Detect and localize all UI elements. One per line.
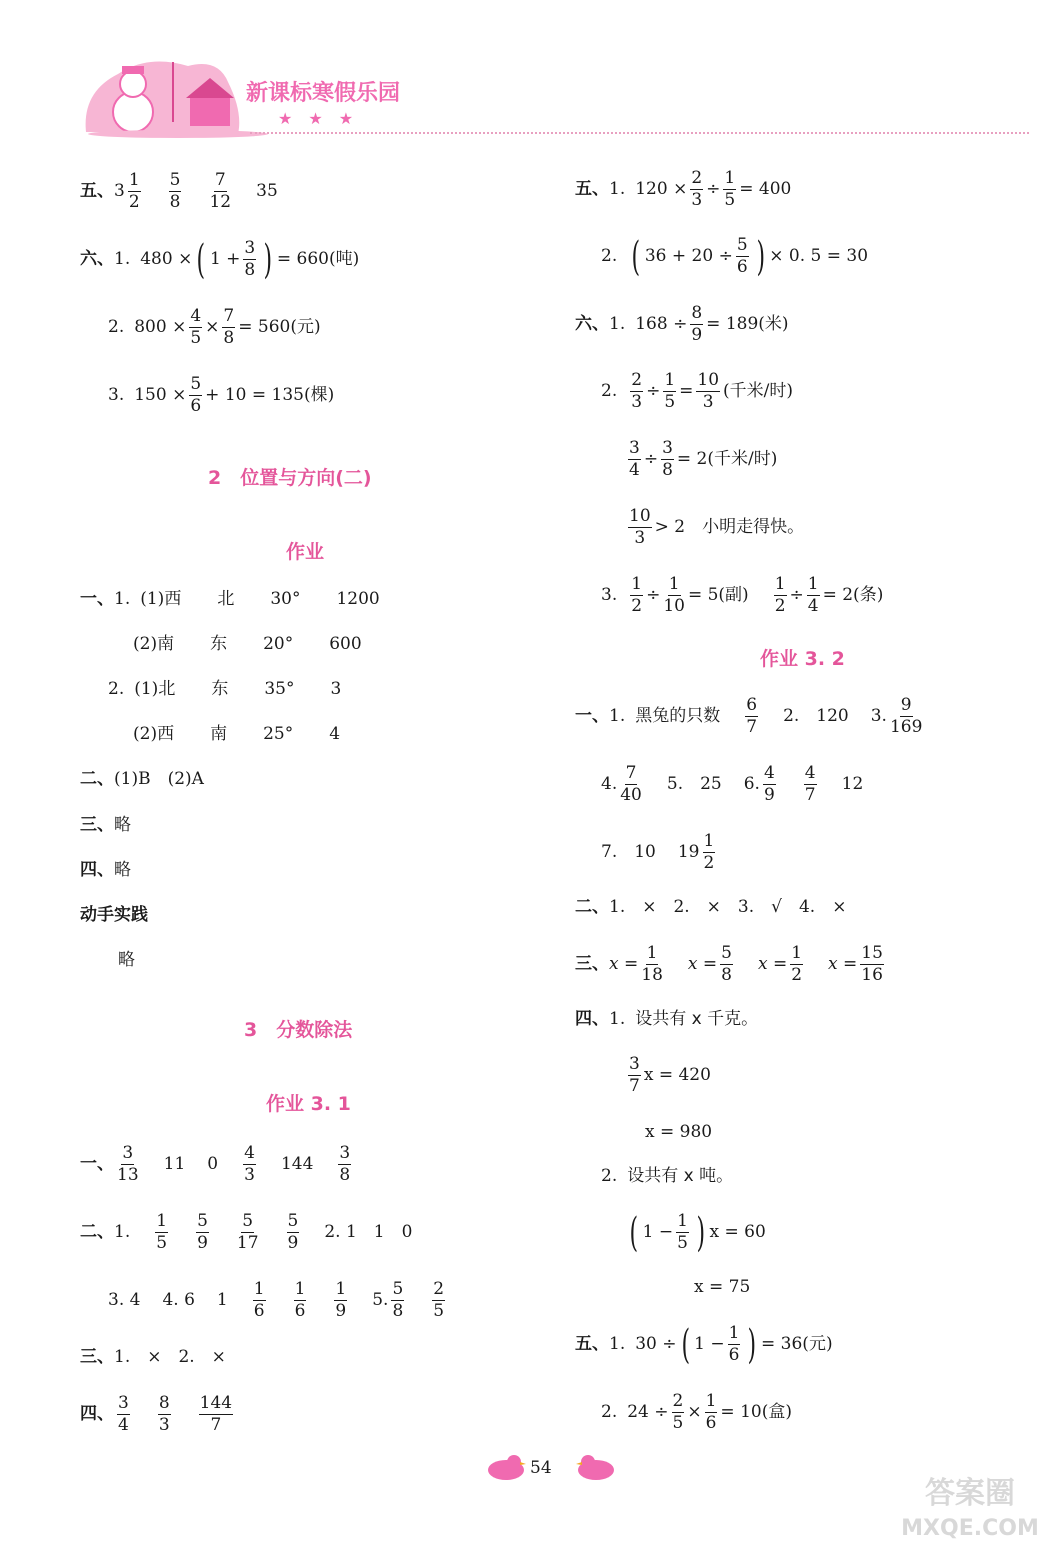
fraction: $\frac{2}{5}$	[433, 1279, 445, 1321]
fraction: $\frac{1}{4}$	[807, 574, 819, 616]
fraction: $\frac{1}{5}$	[724, 168, 736, 210]
right-liu-q3: 3. $\frac{1}{2}$ ÷ $\frac{1}{10}$ = 5(副) $\frac{1}{2}$ ÷ $\frac{1}{4}$ = 2(条)	[601, 574, 884, 616]
fraction: $\frac{7}{8}$	[223, 306, 235, 348]
fraction: $\frac{4}{7}$	[804, 763, 816, 805]
hw32-title: 作业 3. 2	[760, 648, 845, 670]
left-yi-r2: (2)南 东 20° 600	[133, 634, 362, 654]
bird-icon	[576, 1452, 618, 1482]
fraction: $\frac{5}{6}$	[736, 235, 748, 277]
fraction: $\frac{1}{6}$	[253, 1279, 265, 1321]
fraction: $\frac{1}{6}$	[705, 1391, 717, 1433]
hw31-title: 作业 3. 1	[266, 1093, 351, 1115]
bird-icon	[484, 1452, 526, 1482]
right-liu-q2c: $\frac{10}{3}$ > 2 小明走得快。	[629, 506, 805, 548]
fraction: $\frac{3}{4}$	[118, 1393, 129, 1435]
right-liu-q2a: 2. $\frac{2}{3}$ ÷ $\frac{1}{5}$ = $\frac{10}{3}$ (千米/时)	[601, 370, 794, 412]
left-san-row: 三、 略	[80, 815, 131, 835]
fraction: $\frac{5}{6}$	[190, 374, 202, 416]
fraction: $\frac{6}{7}$	[746, 695, 758, 737]
practice-text: 略	[118, 950, 135, 970]
fraction: $\frac{1}{2}$	[631, 574, 643, 616]
fraction: $\frac{4}{9}$	[763, 763, 775, 805]
hw32-si-q1b: x = 980	[645, 1122, 713, 1142]
hw31-san-row: 三、 1. × 2. ×	[80, 1347, 226, 1367]
fraction: $\frac{2}{3}$	[691, 168, 703, 210]
fraction: $\frac{1}{5}$	[664, 370, 676, 412]
fraction: $\frac{1}{2}$	[703, 831, 715, 873]
hw32-yi-row2: 4. $\frac{7}{40}$ 5. 25 6. $\frac{4}{9}$ $\frac{4}{7}$ 12	[601, 763, 864, 805]
svg-text:MXQE.COM: MXQE.COM	[901, 1516, 1039, 1541]
homework-title: 作业	[286, 541, 325, 563]
hw31-si-row: 四、 $\frac{3}{4}$ $\frac{8}{3}$ $\frac{144}{7}$	[80, 1393, 233, 1435]
hw32-si-q1a: $\frac{3}{7}$ x = 420	[629, 1054, 711, 1096]
hw32-si-q2: 2. 设共有 x 吨。	[601, 1166, 734, 1186]
header-banner	[78, 52, 438, 140]
left-liu-q2: 2. 800 × $\frac{4}{5}$ × $\frac{7}{8}$ = 560(元)	[108, 306, 321, 348]
fraction: $\frac{7}{12}$	[209, 170, 232, 212]
svg-text:答案圈: 答案圈	[925, 1476, 1015, 1511]
fraction: $\frac{5}{8}$	[721, 943, 732, 985]
fraction: $\frac{10}{3}$	[697, 370, 720, 412]
fraction: $\frac{2}{3}$	[631, 370, 643, 412]
fraction: $\frac{8}{3}$	[158, 1393, 170, 1435]
left-er-row: 二、 (1)B (2)A	[80, 769, 204, 789]
hw32-si-q2b: x = 75	[694, 1277, 751, 1297]
hw32-yi-row3: 7. 10 19 $\frac{1}{2}$	[601, 831, 715, 873]
fraction: $\frac{1}{5}$	[156, 1211, 168, 1253]
fraction: $\frac{1}{9}$	[335, 1279, 347, 1321]
fraction: $\frac{4}{5}$	[190, 306, 202, 348]
hw31-er-row1: 二、 1. $\frac{1}{5}$ $\frac{5}{9}$ $\frac{5}{17}$ $\frac{5}{9}$ 2. 1 1 0	[80, 1211, 413, 1253]
hw32-yi-row1: 一、 1. 黑兔的只数 $\frac{6}{7}$ 2. 120 3. $\frac{9}{169}$	[575, 695, 923, 737]
practice-title: 动手实践	[80, 905, 148, 925]
fraction: $\frac{1}{10}$	[663, 574, 685, 616]
fraction: $\frac{10}{3}$	[629, 506, 651, 548]
fraction: $\frac{3}{8}$	[662, 438, 673, 480]
fraction: $\frac{4}{3}$	[244, 1143, 255, 1185]
fraction: $\frac{144}{7}$	[199, 1393, 233, 1435]
fraction: $\frac{15}{16}$	[861, 943, 883, 985]
left-si-row: 四、 略	[80, 860, 131, 880]
fraction: $\frac{8}{9}$	[691, 303, 703, 345]
section3-title: 3 分数除法	[244, 1019, 353, 1041]
banner-title: 新课标寒假乐园	[246, 81, 401, 106]
fraction: $\frac{1}{6}$	[728, 1323, 740, 1365]
fraction: $\frac{7}{40}$	[620, 763, 642, 805]
fraction: $\frac{9}{169}$	[889, 695, 923, 737]
fraction: $\frac{3}{8}$	[339, 1143, 351, 1185]
fraction: $\frac{1}{6}$	[294, 1279, 306, 1321]
fraction: $\frac{1}{2}$	[128, 170, 140, 212]
fraction: $\frac{3}{7}$	[629, 1054, 640, 1096]
fraction: $\frac{3}{8}$	[244, 238, 256, 280]
left-yi-r1: 一、 1. (1)西 北 30° 1200	[80, 589, 380, 609]
left-yi-r4: (2)西 南 25° 4	[133, 724, 341, 744]
hw32-er-row: 二、 1. × 2. × 3. √ 4. ×	[575, 897, 847, 917]
hw31-yi-row: 一、 $\frac{3}{13}$ 11 0 $\frac{4}{3}$ 144 $\frac{3}{8}$	[80, 1143, 351, 1185]
fraction: $\frac{5}{8}$	[392, 1279, 404, 1321]
right-liu-q2b: $\frac{3}{4}$ ÷ $\frac{3}{8}$ = 2(千米/时)	[629, 438, 778, 480]
fraction: $\frac{3}{13}$	[117, 1143, 139, 1185]
hw32-san-row: 三、 x = $\frac{1}{18}$ x = $\frac{5}{8}$ x = $\frac{1}{2}$ x = $\frac{15}{16}$	[575, 943, 883, 985]
fraction: $\frac{2}{5}$	[672, 1391, 684, 1433]
hw32-si-q2a: ( 1 − $\frac{1}{5}$ ) x = 60	[629, 1209, 766, 1256]
hw31-er-row2: 3. 4 4. 6 1 $\frac{1}{6}$ $\frac{1}{6}$ $\frac{1}{9}$ 5. $\frac{5}{8}$ $\frac{2}{5}$	[108, 1279, 445, 1321]
watermark	[895, 1463, 1045, 1543]
left-yi-r3: 2. (1)北 东 35° 3	[108, 679, 342, 699]
section2-title: 2 位置与方向(二)	[208, 467, 372, 489]
fraction: $\frac{1}{18}$	[641, 943, 663, 985]
fraction: $\frac{3}{4}$	[629, 438, 640, 480]
fraction: $\frac{5}{9}$	[287, 1211, 299, 1253]
right-wu-q2: 2. ( 36 + 20 ÷ $\frac{5}{6}$ ) × 0. 5 = 30	[601, 233, 869, 280]
fraction: $\frac{5}{8}$	[169, 170, 181, 212]
fraction: $\frac{1}{2}$	[774, 574, 786, 616]
header-divider	[250, 132, 1029, 134]
fraction: $\frac{5}{9}$	[197, 1211, 208, 1253]
left-wu-row: 五、 3 $\frac{1}{2}$ $\frac{5}{8}$ $\frac{7}{12}$ 35	[80, 170, 278, 212]
right-wu-q1: 五、 1. 120 × $\frac{2}{3}$ ÷ $\frac{1}{5}$ = 400	[575, 168, 792, 210]
house-icon	[190, 96, 230, 126]
left-liu-q1: 六、 1. 480 × ( 1 + $\frac{3}{8}$ ) = 660(吨)	[80, 236, 360, 283]
hw32-wu-q2: 2. 24 ÷ $\frac{2}{5}$ × $\frac{1}{6}$ = 10(盒)	[601, 1391, 792, 1433]
hw32-wu-q1: 五、 1. 30 ÷ ( 1 − $\frac{1}{6}$ ) = 36(元)	[575, 1321, 833, 1368]
fraction: $\frac{1}{5}$	[677, 1211, 688, 1253]
star-icon: ★ ★ ★	[278, 109, 354, 128]
hw32-si-q1: 四、 1. 设共有 x 千克。	[575, 1009, 759, 1029]
left-liu-q3: 3. 150 × $\frac{5}{6}$ + 10 = 135(棵)	[108, 374, 335, 416]
fraction: $\frac{5}{17}$	[236, 1211, 259, 1253]
right-liu-q1: 六、 1. 168 ÷ $\frac{8}{9}$ = 189(米)	[575, 303, 789, 345]
page-number: 54	[530, 1458, 552, 1478]
fraction: $\frac{1}{2}$	[791, 943, 803, 985]
